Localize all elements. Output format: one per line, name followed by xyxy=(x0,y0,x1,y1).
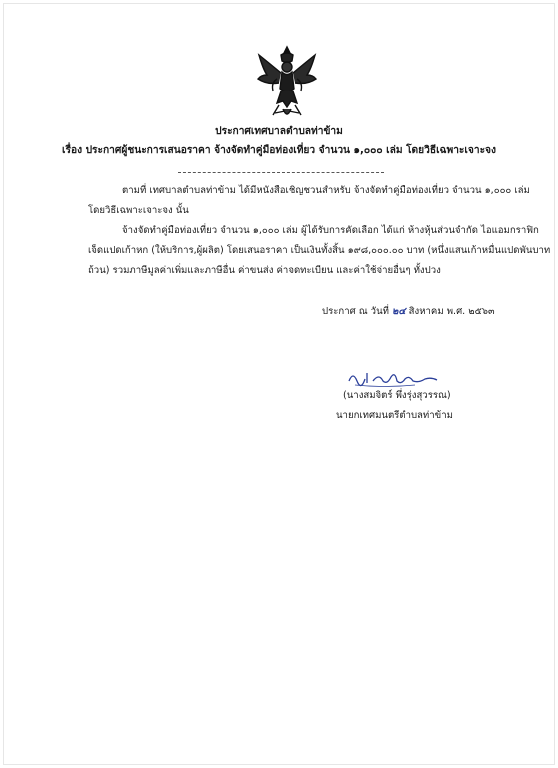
announcement-date xyxy=(322,306,495,318)
paragraph-2-line-3: ถ้วน) รวมภาษีมูลค่าเพิ่มและภาษีอื่น ค่าขนส่ง ค่าจดทะเบียน และค่าใช้จ่ายอื่นๆ ทั้งปวง xyxy=(88,265,441,276)
garuda-emblem-icon xyxy=(255,45,319,120)
date-day-handwritten: ๒๔ xyxy=(392,306,406,317)
handwritten-signature xyxy=(345,367,440,389)
announcement-subject-heading: เรื่อง ประกาศผู้ชนะการเสนอราคา จ้างจัดทำคู่มือท่องเที่ยว จำนวน ๑,๐๐๐ เล่ม โดยวิธีเฉพาะเจาะจง xyxy=(62,145,496,156)
announcement-issuer-heading: ประกาศเทศบาลตำบลท่าข้าม xyxy=(215,126,343,137)
date-month-year: สิงหาคม พ.ศ. ๒๕๖๓ xyxy=(408,306,495,317)
signatory-position: นายกเทศมนตรีตำบลท่าข้าม xyxy=(336,410,453,421)
paragraph-2-line-1: จ้างจัดทำคู่มือท่องเที่ยว จำนวน ๑,๐๐๐ เล่ม ผู้ได้รับการคัดเลือก ได้แก่ ห้างหุ้นส่วนจำกัด ไอแอมกราฟิก xyxy=(122,225,539,236)
paragraph-2-line-2: เจ็ดแปดเก้าหก (ให้บริการ,ผู้ผลิต) โดยเสนอราคา เป็นเงินทั้งสิ้น ๑๙๘,๐๐๐.๐๐ บาท (หนึ่งแสนเก้าหมื่นแปดพันบาท xyxy=(88,245,551,256)
separator-line xyxy=(178,172,384,173)
paragraph-1-line-2: โดยวิธีเฉพาะเจาะจง นั้น xyxy=(88,205,189,216)
signatory-name: (นางสมจิตร์ พึ่งรุ่งสุวรรณ) xyxy=(343,390,451,401)
paragraph-1-line-1: ตามที่ เทศบาลตำบลท่าข้าม ได้มีหนังสือเชิญชวนสำหรับ จ้างจัดทำคู่มือท่องเที่ยว จำนวน ๑,๐๐๐ เล่ม xyxy=(122,185,530,196)
date-prefix: ประกาศ ณ วันที่ xyxy=(322,306,389,317)
